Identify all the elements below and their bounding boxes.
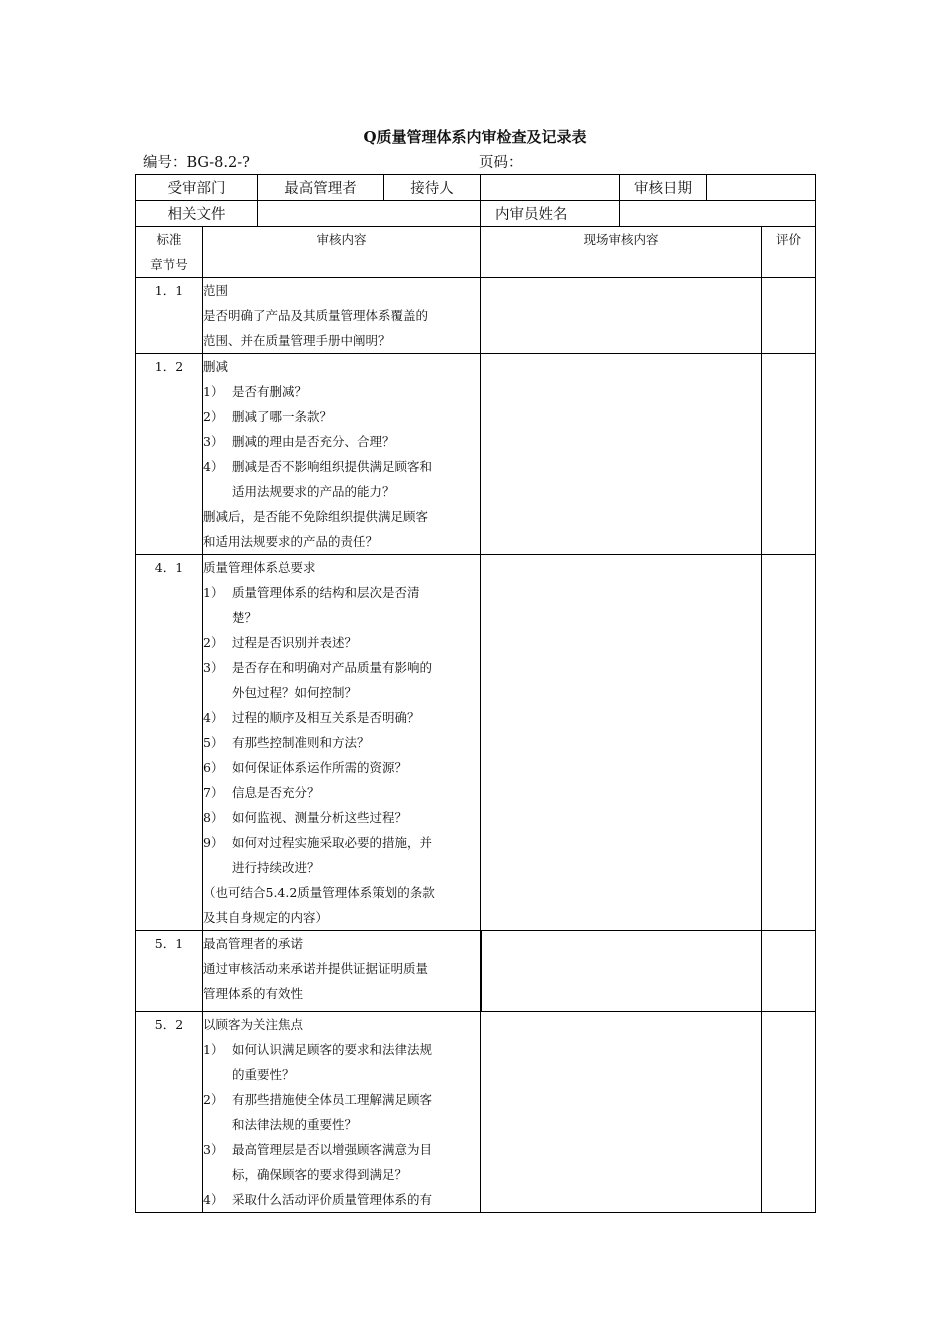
question-line: 进行持续改进？: [232, 860, 320, 875]
note-line: （也可结合5.4.2质量管理体系策划的条款: [203, 885, 435, 900]
files-value[interactable]: [258, 201, 481, 227]
note-line: 通过审核活动来承诺并提供证据证明质量: [203, 961, 429, 976]
question-line: 删减是否不影响组织提供满足顾客和: [232, 459, 433, 474]
dept-value[interactable]: 最高管理者: [258, 175, 384, 201]
audit-content: [203, 278, 481, 354]
question-line: 标，确保顾客的要求得到满足？: [232, 1167, 408, 1182]
question-number: 2）: [203, 409, 224, 424]
question-text: [232, 780, 480, 805]
header-onsite: 现场审核内容: [481, 227, 762, 278]
clause-heading: 删减: [203, 359, 229, 374]
date-label: 审核日期: [620, 175, 707, 201]
header-clause: [136, 227, 203, 278]
question-number: 1）: [203, 585, 224, 600]
clause-heading: 最高管理者的承诺: [203, 936, 304, 951]
question-line: 有那些控制准则和方法？: [232, 735, 370, 750]
question-number: 5）: [203, 735, 224, 750]
question-line: 是否有删减？: [232, 384, 308, 399]
note-line: 删减后，是否能不免除组织提供满足顾客: [203, 509, 429, 524]
question-text: [232, 454, 480, 504]
onsite-content-cell[interactable]: [481, 354, 762, 555]
question-line: 是否存在和明确对产品质量有影响的: [232, 660, 433, 675]
question-text: [232, 379, 480, 404]
question-text: [232, 1187, 480, 1212]
question-line: 如何监视、测量分析这些过程？: [232, 810, 408, 825]
rating-cell[interactable]: [762, 1012, 816, 1213]
question-number: 2）: [203, 635, 224, 650]
question-text: [232, 805, 480, 830]
onsite-content-cell[interactable]: [481, 555, 762, 931]
audit-content: [203, 354, 481, 555]
clause-heading: 质量管理体系总要求: [203, 560, 316, 575]
question-text: [232, 655, 480, 705]
audit-content: [203, 555, 481, 931]
question-text: [232, 1037, 480, 1087]
question-text: [232, 730, 480, 755]
question-number: 4）: [203, 1192, 224, 1207]
clause-code: 1．1: [136, 278, 203, 354]
question-number: 4）: [203, 710, 224, 725]
question-line: 外包过程？如何控制？: [232, 685, 358, 700]
note-line: 是否明确了产品及其质量管理体系覆盖的: [203, 308, 429, 323]
question-number: 1）: [203, 384, 224, 399]
header-rating: 评价: [762, 227, 816, 278]
question-item: [203, 1187, 480, 1212]
question-line: 如何对过程实施采取必要的措施，并: [232, 835, 433, 850]
question-line: 采取什么活动评价质量管理体系的有: [232, 1192, 433, 1207]
question-text: [232, 404, 480, 429]
question-item: [203, 755, 480, 780]
dept-label: 受审部门: [136, 175, 258, 201]
header-clause-line2: 章节号: [150, 257, 188, 272]
question-number: 9）: [203, 835, 224, 850]
table-row: [136, 1012, 816, 1213]
question-item: [203, 1087, 480, 1137]
question-item: [203, 730, 480, 755]
question-number: 3）: [203, 1142, 224, 1157]
question-number: 2）: [203, 1092, 224, 1107]
question-number: 3）: [203, 660, 224, 675]
question-item: [203, 580, 480, 630]
onsite-content-cell[interactable]: [481, 278, 762, 354]
question-item: [203, 1037, 480, 1087]
receiver-label: 接待人: [384, 175, 481, 201]
rating-cell[interactable]: [762, 278, 816, 354]
rating-cell[interactable]: [762, 354, 816, 555]
question-line: 如何保证体系运作所需的资源？: [232, 760, 408, 775]
rating-cell[interactable]: [762, 931, 816, 1012]
question-number: 6）: [203, 760, 224, 775]
question-line: 适用法规要求的产品的能力？: [232, 484, 395, 499]
clause-code: 4．1: [136, 555, 203, 931]
files-label: 相关文件: [136, 201, 258, 227]
onsite-content-cell[interactable]: [481, 931, 762, 1012]
question-item: [203, 454, 480, 504]
onsite-content-cell[interactable]: [481, 1012, 762, 1213]
question-number: 4）: [203, 459, 224, 474]
document-number: 编号：BG-8.2-?: [143, 155, 250, 171]
auditor-value[interactable]: [620, 201, 816, 227]
document-title: Q质量管理体系内审检查及记录表: [363, 128, 587, 146]
page-number-label: 页码：: [479, 155, 523, 171]
clause-code: 5．1: [136, 931, 203, 1012]
question-line: 的重要性？: [232, 1067, 295, 1082]
question-item: [203, 830, 480, 880]
question-number: 8）: [203, 810, 224, 825]
note-line: 范围、并在质量管理手册中阐明？: [203, 333, 391, 348]
question-text: [232, 580, 480, 630]
clause-code: 1．2: [136, 354, 203, 555]
question-text: [232, 630, 480, 655]
question-item: [203, 379, 480, 404]
clause-heading: 以顾客为关注焦点: [203, 1017, 304, 1032]
question-line: 过程是否识别并表述？: [232, 635, 358, 650]
question-line: 过程的顺序及相互关系是否明确？: [232, 710, 420, 725]
table-row: [136, 278, 816, 354]
question-text: [232, 830, 480, 880]
question-number: 7）: [203, 785, 224, 800]
question-line: 删减的理由是否充分、合理？: [232, 434, 395, 449]
audit-content: [203, 1012, 481, 1213]
header-clause-line1: 标准: [156, 232, 182, 247]
question-line: 如何认识满足顾客的要求和法律法规: [232, 1042, 433, 1057]
note-line: 及其自身规定的内容）: [203, 910, 329, 925]
table-row: [136, 931, 816, 1012]
question-line: 和法律法规的重要性？: [232, 1117, 358, 1132]
question-line: 最高管理层是否以增强顾客满意为目: [232, 1142, 433, 1157]
question-item: [203, 404, 480, 429]
audit-table: [135, 226, 816, 1213]
question-line: 有那些措施使全体员工理解满足顾客: [232, 1092, 433, 1107]
table-row: [136, 354, 816, 555]
question-text: [232, 429, 480, 454]
auditor-label: 内审员姓名: [481, 201, 620, 227]
clause-heading: 范围: [203, 283, 229, 298]
question-text: [232, 1087, 480, 1137]
date-value[interactable]: [707, 175, 816, 201]
question-item: [203, 705, 480, 730]
question-line: 信息是否充分？: [232, 785, 320, 800]
meta-table: [135, 174, 816, 227]
question-text: [232, 705, 480, 730]
question-item: [203, 1137, 480, 1187]
receiver-value[interactable]: [481, 175, 620, 201]
question-number: 1）: [203, 1042, 224, 1057]
question-item: [203, 429, 480, 454]
audit-rows: [136, 278, 816, 1213]
question-item: [203, 805, 480, 830]
question-line: 删减了哪一条款？: [232, 409, 333, 424]
question-text: [232, 1137, 480, 1187]
question-item: [203, 780, 480, 805]
question-line: 楚？: [232, 610, 258, 625]
clause-code: 5．2: [136, 1012, 203, 1213]
question-item: [203, 630, 480, 655]
question-number: 3）: [203, 434, 224, 449]
rating-cell[interactable]: [762, 555, 816, 931]
note-line: 和适用法规要求的产品的责任？: [203, 534, 379, 549]
question-item: [203, 655, 480, 705]
question-text: [232, 755, 480, 780]
note-line: 管理体系的有效性: [203, 986, 304, 1001]
table-row: [136, 555, 816, 931]
header-content: 审核内容: [203, 227, 481, 278]
question-line: 质量管理体系的结构和层次是否清: [232, 585, 420, 600]
audit-content: [203, 931, 481, 1012]
